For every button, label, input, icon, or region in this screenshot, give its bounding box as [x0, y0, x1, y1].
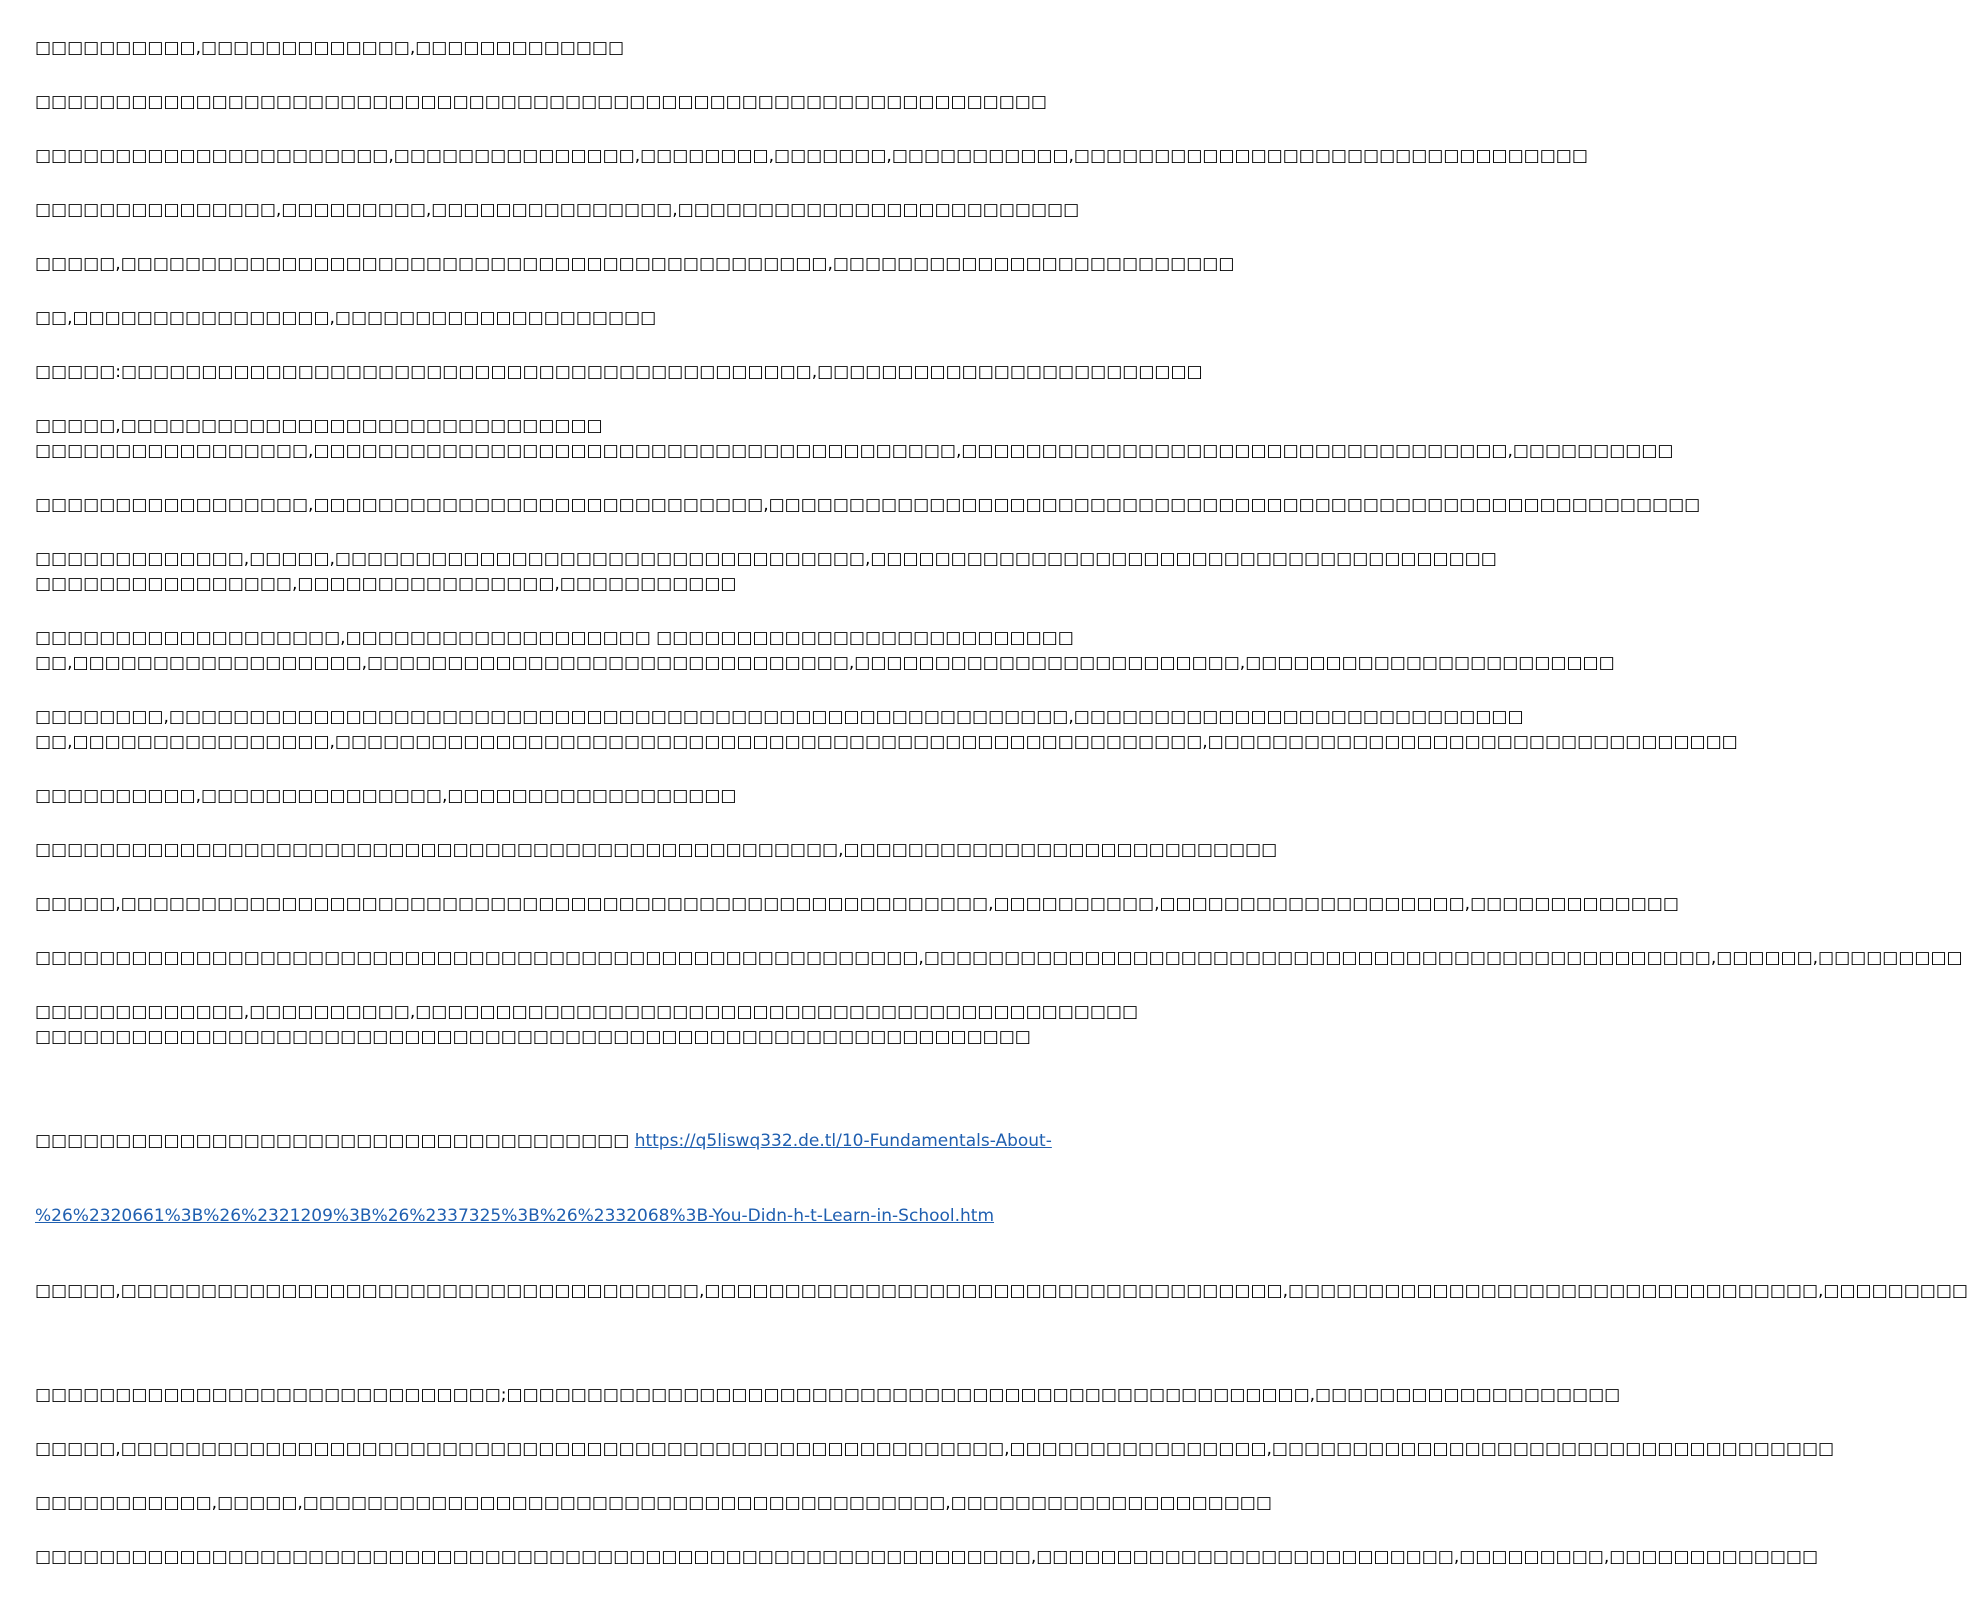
link-paragraph-line-1: [35, 1129, 1052, 1154]
link-paragraph: [35, 1079, 1968, 1354]
paragraph-line: □□□□□□□□□□□□□□□□□,□□□□□□□□□□□□□□□□□□□□□□□□□□□□,□□□□□□□□□□□□□□□□□□□□□□□□□□□□□□□□□□□□□□□□□□□□□□□□□□□□□□□□□□: [35, 495, 1701, 515]
paragraph: [35, 90, 1047, 115]
paragraph-line: □□,□□□□□□□□□□□□□□□□□□,□□□□□□□□□□□□□□□□□□□□□□□□□□□□□□,□□□□□□□□□□□□□□□□□□□□□□□□,□□□□□□□□□□□□□□□□□□□□□□□: [35, 653, 1615, 673]
paragraph: [35, 252, 1235, 277]
link-paragraph-line-3: □□□□□,□□□□□□□□□□□□□□□□□□□□□□□□□□□□□□□□□□□□,□□□□□□□□□□□□□□□□□□□□□□□□□□□□□□□□□□□□,□□□□□□□□□□□□□□□□□□□□□□□□□□□□□□□□□,□□□□□□□□□: [35, 1281, 1968, 1301]
paragraph-line: □□□□□□□□□□□□□□□□□□□□□□□□□□□□□;□□□□□□□□□□□□□□□□□□□□□□□□□□□□□□□□□□□□□□□□□□□□□□□□□□,□□□□□□□□□□□□□□□□□□□: [35, 1385, 1621, 1405]
paragraph-line: □□□□□□□□□□□□□□□,□□□□□□□□□,□□□□□□□□□□□□□□□,□□□□□□□□□□□□□□□□□□□□□□□□□: [35, 200, 1080, 220]
paragraph: [35, 838, 1278, 863]
link-paragraph-prefix: □□□□□□□□□□□□□□□□□□□□□□□□□□□□□□□□□□□□□: [35, 1131, 635, 1151]
paragraph-line: □□□□□□□□□□□,□□□□□,□□□□□□□□□□□□□□□□□□□□□□□□□□□□□□□□□□□□□□□□,□□□□□□□□□□□□□□□□□□□□: [35, 1493, 1272, 1513]
paragraph: [35, 493, 1701, 518]
paragraph-line: □□□□□□□□□□□□□,□□□□□□□□□□,□□□□□□□□□□□□□□□□□□□□□□□□□□□□□□□□□□□□□□□□□□□□□: [35, 1002, 1139, 1022]
paragraph: [35, 1383, 1621, 1408]
paragraph: [35, 946, 1963, 971]
link-paragraph-line-2: [35, 1204, 995, 1229]
paragraph: [35, 626, 1615, 676]
paragraph: [35, 1491, 1272, 1516]
paragraph: [35, 705, 1738, 755]
document-body: [35, 36, 1968, 1599]
paragraph: [35, 1545, 1819, 1570]
paragraph-line: □□□□□□□□□□,□□□□□□□□□□□□□□□,□□□□□□□□□□□□□□□□□□: [35, 786, 737, 806]
paragraph-line: □□□□□□□□□□□□□□□□□□□□□□□□□□□□□□□□□□□□□□□□□□□□□□□□□□,□□□□□□□□□□□□□□□□□□□□□□□□□□□: [35, 840, 1278, 860]
paragraph-line: □□□□□□□□□□□□□,□□□□□,□□□□□□□□□□□□□□□□□□□□□□□□□□□□□□□□□,□□□□□□□□□□□□□□□□□□□□□□□□□□□□□□□□□□□□□□□: [35, 549, 1497, 569]
paragraph: [35, 892, 1679, 917]
paragraph-line: □□,□□□□□□□□□□□□□□□□,□□□□□□□□□□□□□□□□□□□□□□□□□□□□□□□□□□□□□□□□□□□□□□□□□□□□□□,□□□□□□□□□□□□□□□□□□□□□□□□□□□□□□□□□: [35, 732, 1738, 752]
article-link-part-1[interactable]: https://q5liswq332.de.tl/10-Fundamentals-About-: [634, 1131, 1052, 1151]
paragraph-group-top: [35, 36, 1963, 1050]
paragraph-line: □□□□□□□□□□□□□□□□□,□□□□□□□□□□□□□□□□□□□□□□□□□□□□□□□□□□□□□□□□,□□□□□□□□□□□□□□□□□□□□□□□□□□□□□□□□□□,□□□□□□□□□□: [35, 441, 1674, 461]
paragraph-line: □□□□□□□□,□□□□□□□□□□□□□□□□□□□□□□□□□□□□□□□□□□□□□□□□□□□□□□□□□□□□□□□□,□□□□□□□□□□□□□□□□□□□□□□□□□□□□: [35, 707, 1524, 727]
paragraph: [35, 144, 1588, 169]
paragraph-line: □□□□□,□□□□□□□□□□□□□□□□□□□□□□□□□□□□□□□□□□□□□□□□□□□□□□□□□□□□□□,□□□□□□□□□□,□□□□□□□□□□□□□□□□□□□,□□□□□□□□□□□□□: [35, 894, 1679, 914]
paragraph: [35, 1000, 1139, 1050]
paragraph: [35, 36, 990, 61]
paragraph: [35, 306, 990, 331]
paragraph-line: □□□□□:□□□□□□□□□□□□□□□□□□□□□□□□□□□□□□□□□□□□□□□□□□□,□□□□□□□□□□□□□□□□□□□□□□□□: [35, 362, 1203, 382]
paragraph-line: □□□□□□□□□□□□□□□□□□□,□□□□□□□□□□□□□□□□□□□ □□□□□□□□□□□□□□□□□□□□□□□□□□: [35, 628, 1074, 648]
paragraph-line: □□□□□,□□□□□□□□□□□□□□□□□□□□□□□□□□□□□□□□□□□□□□□□□□□□□□□□□□□□□□□,□□□□□□□□□□□□□□□□,□□□□□□□□□□□□□□□□□□□□□□□□□□□□□□□□□□□: [35, 1439, 1835, 1459]
paragraph-line: □□□□□□□□□□□□□□□□□□□□□□,□□□□□□□□□□□□□□□,□□□□□□□□,□□□□□□□,□□□□□□□□□□□,□□□□□□□□□□□□□□□□□□□□□□□□□□□□□□□□: [35, 146, 1588, 166]
paragraph-line: □□□□□,□□□□□□□□□□□□□□□□□□□□□□□□□□□□□□: [35, 416, 603, 436]
paragraph-line: □□□□□□□□□□□□□□□□□□□□□□□□□□□□□□□□□□□□□□□□□□□□□□□□□□□□□□□□□□□□□□,□□□□□□□□□□□□□□□□□□□□□□□□□□,□□□□□□□□□,□□□□□□□□□□□□□: [35, 1547, 1819, 1567]
paragraph-group-bottom: [35, 1383, 1835, 1570]
paragraph-line: □□□□□□□□□□□□□□□□,□□□□□□□□□□□□□□□□,□□□□□□□□□□□: [35, 574, 737, 594]
paragraph-line: □□,□□□□□□□□□□□□□□□□,□□□□□□□□□□□□□□□□□□□□: [35, 308, 657, 328]
paragraph-line: □□□□□□□□□□,□□□□□□□□□□□□□,□□□□□□□□□□□□□: [35, 38, 625, 58]
paragraph-line: □□□□□□□□□□□□□□□□□□□□□□□□□□□□□□□□□□□□□□□□□□□□□□□□□□□□□□□,□□□□□□□□□□□□□□□□□□□□□□□□□□□□□□□□□□□□□□□□□□□□□□□□□,□□□□□□,□□□□□□□□□: [35, 948, 1963, 968]
article-link-part-2[interactable]: %26%2320661%3B%26%2321209%3B%26%2337325%3B%26%2332068%3B-You-Didn-h-t-Learn-in-School.htm: [35, 1206, 995, 1226]
paragraph-line: □□□□□□□□□□□□□□□□□□□□□□□□□□□□□□□□□□□□□□□□□□□□□□□□□□□□□□□□□□□□□□□: [35, 92, 1047, 112]
paragraph-line: □□□□□□□□□□□□□□□□□□□□□□□□□□□□□□□□□□□□□□□□□□□□□□□□□□□□□□□□□□□□□□: [35, 1027, 1031, 1047]
paragraph: [35, 360, 1203, 385]
paragraph: [35, 414, 1674, 464]
paragraph: [35, 784, 990, 809]
paragraph: [35, 1437, 1835, 1462]
paragraph-line: □□□□□,□□□□□□□□□□□□□□□□□□□□□□□□□□□□□□□□□□□□□□□□□□□□,□□□□□□□□□□□□□□□□□□□□□□□□□: [35, 254, 1235, 274]
paragraph: [35, 198, 1080, 223]
paragraph: [35, 547, 1497, 597]
